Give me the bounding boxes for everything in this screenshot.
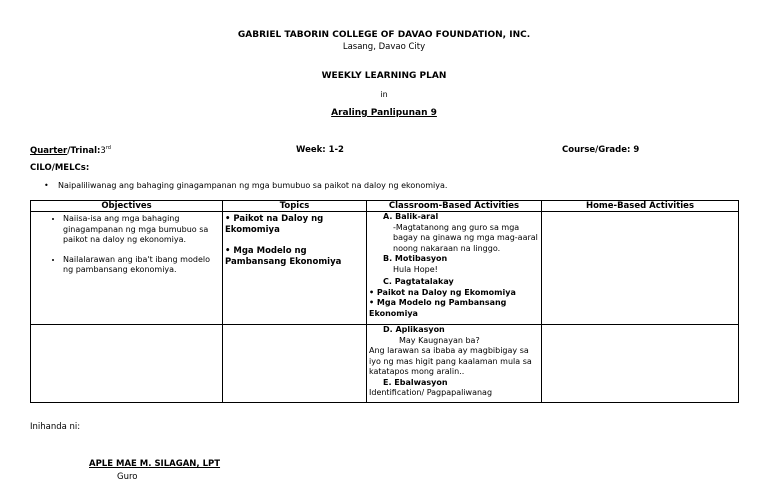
col-header-classroom-activities: Classroom-Based Activities — [367, 201, 542, 212]
topics-cell — [223, 212, 367, 325]
activity-heading: E. Ebalwasyon — [383, 377, 448, 387]
activity-text: May Kaugnayan ba? — [399, 335, 480, 345]
document-title: WEEKLY LEARNING PLAN — [321, 71, 447, 81]
col-header-objectives: Objectives — [31, 201, 223, 212]
quarter-sup: rd — [105, 145, 111, 151]
quarter-slash: / — [67, 145, 71, 156]
institution-name: GABRIEL TABORIN COLLEGE OF DAVAO FOUNDATION, INC. — [237, 30, 531, 40]
cilo-item — [44, 181, 447, 190]
activity-bullet: • Mga Modelo ng Pambansang Ekonomiya — [369, 298, 507, 318]
cilo-item-text: Naipaliliwanag ang bahaging ginagampanan ng mga bumubuo sa paikot na daloy ng ekonomiya. — [58, 181, 448, 190]
subject-title: Araling Panlipunan 9 — [331, 108, 437, 118]
topic-item: • Paikot na Daloy ng Ekomomiya — [225, 214, 324, 235]
week-field: Week: 1-2 — [296, 145, 344, 155]
objectives-cell — [31, 212, 223, 325]
col-header-topics: Topics — [223, 201, 367, 212]
table-row — [31, 212, 739, 325]
topic-item: • Mga Modelo ng Pambansang Ekonomiya — [225, 246, 342, 267]
quarter-value: 3 — [100, 145, 106, 156]
activity-text: -Magtatanong ang guro sa mga bagay na ginawa ng mga mag-aaral noong nakaraan na linggo. — [393, 222, 538, 253]
course-field: Course/Grade: 9 — [562, 145, 640, 155]
activity-heading: C. Pagtatalakay — [383, 277, 454, 286]
objectives-cell — [31, 325, 223, 403]
table-row — [31, 325, 739, 403]
prepared-by-label: Inihanda ni: — [30, 422, 81, 432]
preparer-name: APLE MAE M. SILAGAN, LPT — [89, 459, 221, 469]
objective-item: • Nailalarawan ang iba't ibang modelo ng pambansang ekonomiya. — [63, 255, 220, 276]
home-activities-cell — [542, 325, 739, 403]
bullet-icon: • — [44, 181, 49, 190]
activity-text: Hula Hope! — [393, 264, 438, 274]
activity-heading: D. Aplikasyon — [383, 325, 445, 334]
objectives-list — [33, 214, 220, 276]
activity-text: Identification/ Pagpapaliwanag — [369, 388, 493, 397]
quarter-field — [30, 145, 111, 156]
activity-heading: B. Motibasyon — [383, 254, 448, 263]
quarter-label: Quarter — [30, 145, 68, 156]
classroom-activities-cell — [367, 212, 542, 325]
activity-bullet: • Paikot na Daloy ng Ekomomiya — [369, 287, 516, 297]
title-connector: in — [380, 90, 388, 99]
classroom-activities-cell — [367, 325, 542, 403]
trinal-label: Trinal: — [70, 145, 101, 156]
preparer-role: Guro — [117, 472, 138, 482]
col-header-home-activities: Home-Based Activities — [542, 201, 739, 212]
objective-item: • Naiisa-isa ang mga bahaging ginagampanan ng mga bumubuo sa paikot na daloy ng ekonomiya. — [63, 214, 220, 246]
learning-plan-table — [30, 200, 739, 403]
topics-cell — [223, 325, 367, 403]
activity-description: Ang larawan sa ibaba ay magbibigay sa iyo ng mas higit pang kaalaman mula sa katatapos mong aralin.. — [369, 346, 532, 376]
home-activities-cell — [542, 212, 739, 325]
cilo-label: CILO/MELCs: — [30, 163, 90, 173]
table-header-row — [31, 201, 739, 212]
institution-location: Lasang, Davao City — [342, 42, 426, 52]
activity-heading: A. Balik-aral — [383, 212, 439, 221]
